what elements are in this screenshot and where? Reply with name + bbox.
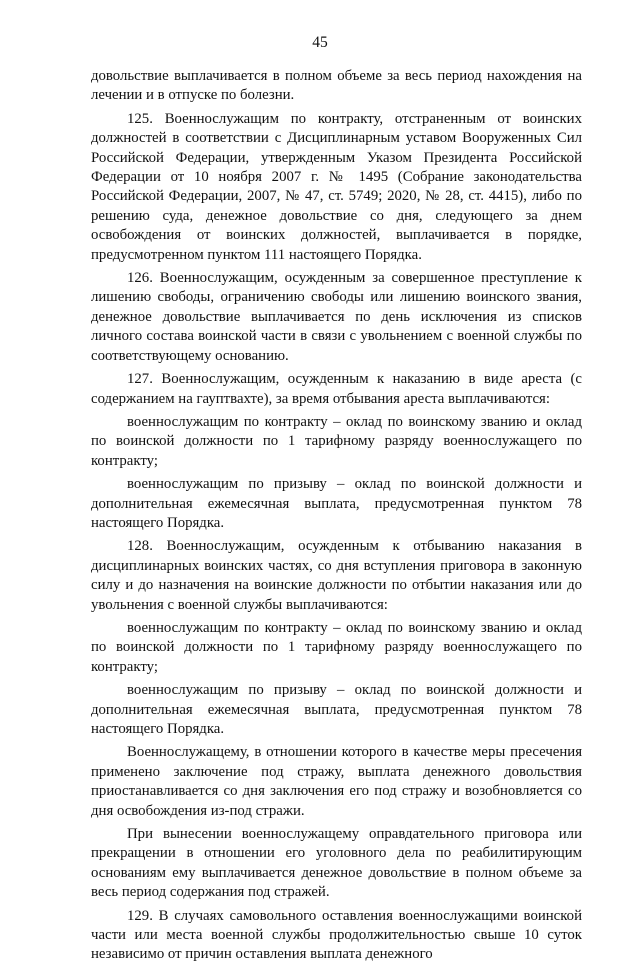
paragraph-129: 129. В случаях самовольного оставления военнослужащими воинской части или места военной службы продолжительностью свыше 10 суток независимо от причин оставления выплата денежного	[91, 907, 582, 963]
page-number: 45	[312, 34, 328, 51]
paragraph-127-contract: военнослужащим по контракту – оклад по воинскому званию и оклад по воинской должности по 1 тарифному разряду военнослужащего по контракту;	[91, 413, 582, 469]
paragraph-128-contract: военнослужащим по контракту – оклад по воинскому званию и оклад по воинской должности по 1 тарифному разряду военнослужащего по контракту;	[91, 619, 582, 675]
paragraph-custody: Военнослужащему, в отношении которого в качестве меры пресечения применено заключение под стражу, выплата денежного довольствия приостанавливается со дня заключения его под стражу и возобновляется со дня освобождения из-под стражи.	[91, 744, 582, 819]
paragraph-127-conscript: военнослужащим по призыву – оклад по воинской должности и дополнительная ежемесячная выплата, предусмотренная пунктом 78 настоящего Порядка.	[91, 476, 582, 531]
paragraph-continuation: довольствие выплачивается в полном объеме за весь период нахождения на лечении и в отпуске по болезни.	[91, 68, 582, 104]
paragraph-125: 125. Военнослужащим по контракту, отстраненным от воинских должностей в соответствии с Дисциплинарным уставом Вооруженных Сил Российской Федерации, утвержденным Указом Президента Российской Федерации от 10 ноября 2007 г. № 1495 (Собрание законодательства Российской Федерации, 2007, № 47, ст. 5749; 2020, № 28, ст. 4415), либо по решению суда, денежное довольствие со дня, следующего за днем освобождения от воинских должностей, выплачивается в порядке, предусмотренном пунктом 111 настоящего Порядка.	[91, 110, 582, 263]
paragraph-126: 126. Военнослужащим, осужденным за совершенное преступление к лишению свободы, ограничению свободы или лишению воинского звания, денежное довольствие выплачивается по день исключения из списков личного состава воинской части в связи с увольнением с военной службы по соответствующему основанию.	[91, 270, 582, 364]
paragraph-127: 127. Военнослужащим, осужденным к наказанию в виде ареста (с содержанием на гауптвахте), за время отбывания ареста выплачиваются:	[91, 371, 582, 407]
paragraph-acquittal: При вынесении военнослужащему оправдательного приговора или прекращении в отношении его уголовного дела по реабилитирующим основаниям ему выплачивается денежное довольствие в полном объеме за весь период содержания под стражей.	[91, 826, 582, 901]
document-body	[91, 67, 582, 969]
paragraph-128-conscript: военнослужащим по призыву – оклад по воинской должности и дополнительная ежемесячная выплата, предусмотренная пунктом 78 настоящего Порядка.	[91, 682, 582, 737]
paragraph-128: 128. Военнослужащим, осужденным к отбыванию наказания в дисциплинарных воинских частях, со дня вступления приговора в законную силу и до назначения на воинские должности по отбытии наказания или до увольнения с военной службы выплачиваются:	[91, 538, 582, 613]
